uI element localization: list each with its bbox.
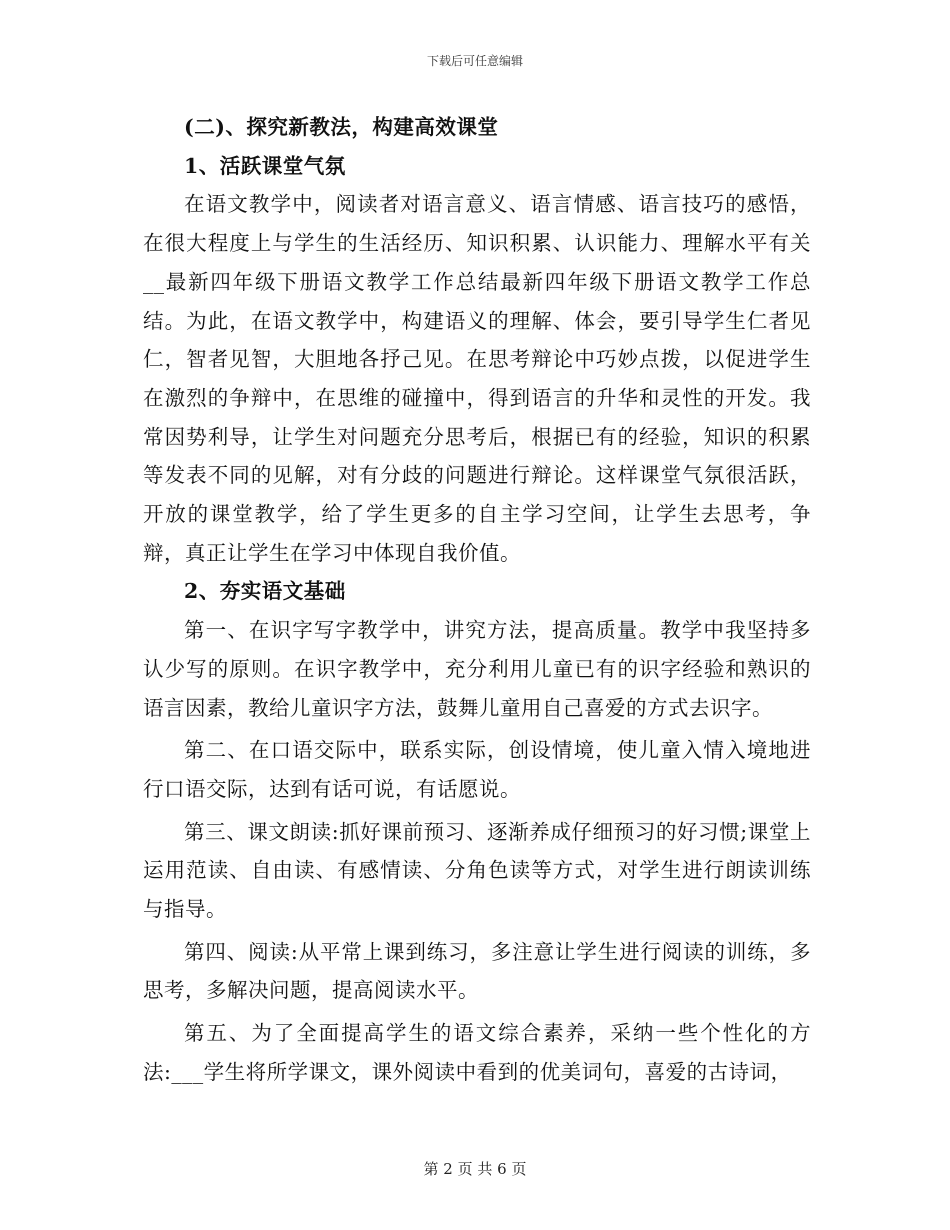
section-heading: (二)、探究新教法，构建高效课堂 [184,115,499,139]
paragraph-2-4: 第四、阅读:从平常上课到练习，多注意让学生进行阅读的训练，多思考，多解决问题，提高阅读水平。 [143,939,811,1003]
paragraph-2-5: 第五、为了全面提高学生的语文综合素养，采纳一些个性化的方法:___学生将所学课文，课外阅读中看到的优美词句，喜爱的古诗词， [143,1021,811,1084]
page-header: 下载后可任意编辑 [426,54,523,68]
paragraph-2-3: 第三、课文朗读:抓好课前预习、逐渐养成仔细预习的好习惯;课堂上运用范读、自由读、有感情读、分角色读等方式，对学生进行朗读训练与指导。 [143,819,811,922]
paragraph-2-2: 第二、在口语交际中，联系实际，创设情境，使儿童入情入境地进行口语交际，达到有话可说，有话愿说。 [143,738,811,801]
subsection-title-1: 1、活跃课堂气氛 [184,153,346,178]
document-body [143,108,811,1092]
paragraph-2-1: 第一、在识字写字教学中，讲究方法，提高质量。教学中我坚持多认少写的原则。在识字教学中，充分利用儿童已有的识字经验和熟识的语言因素，教给儿童识字方法，鼓舞儿童用自己喜爱的方式去识字。 [143,618,811,720]
subsection-title-2: 2、夯实语文基础 [184,579,346,604]
page-footer: 第 2 页 共 6 页 [423,1160,527,1178]
paragraph-1: 在语文教学中，阅读者对语言意义、语言情感、语言技巧的感悟，在很大程度上与学生的生活经历、知识积累、认识能力、理解水平有关__最新四年级下册语文教学工作总结最新四年级下册语文教学工作总结。为此，在语文教学中，构建语义的理解、体会，要引导学生仁者见仁，智者见智，大胆地各抒己见。在思考辩论中巧妙点拨，以促进学生在激烈的争辩中，在思维的碰撞中，得到语言的升华和灵性的开发。我常因势利导，让学生对问题充分思考后，根据已有的经验，知识的积累等发表不同的见解，对有分歧的问题进行辩论。这样课堂气氛很活跃，开放的课堂教学，给了学生更多的自主学习空间，让学生去思考，争辩，真正让学生在学习中体现自我价值。 [143,192,811,565]
